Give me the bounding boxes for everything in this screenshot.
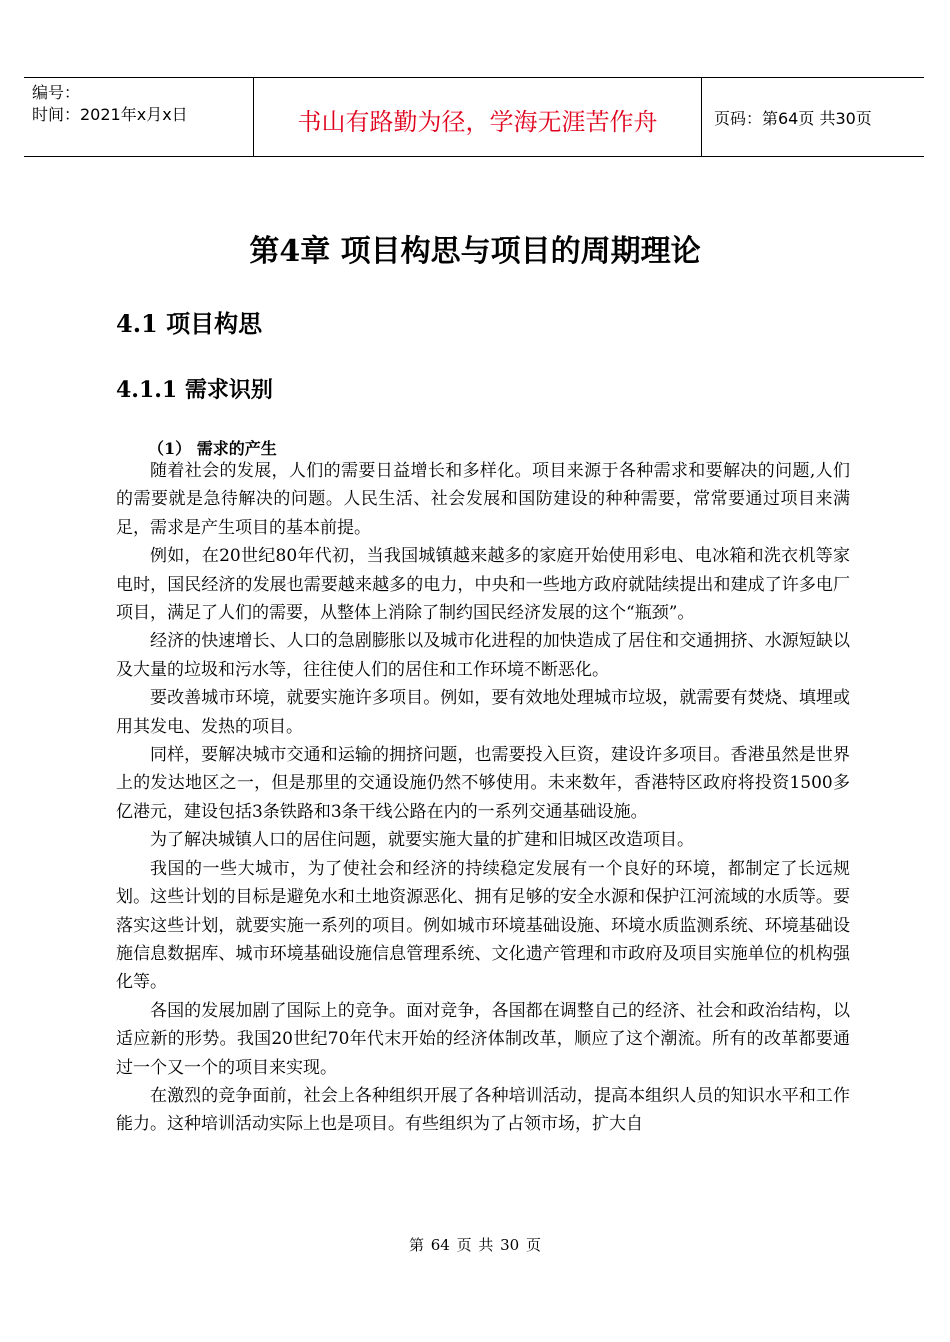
header-motto-cell <box>254 78 702 156</box>
page-info-label: 页码：第64页 共30页 <box>714 109 872 128</box>
paragraph: 为了解决城镇人口的居住问题，就要实施大量的扩建和旧城区改造项目。 <box>150 830 694 851</box>
subsection-title: 4.1.1 需求识别 <box>116 377 273 403</box>
page-footer: 第 64 页 共 30 页 <box>408 1236 541 1254</box>
paragraph: 在激烈的竞争面前，社会上各种组织开展了各种培训活动，提高本组织人员的知识水平和工作能力。这种培训活动实际上也是项目。有些组织为了占领市场，扩大自 <box>116 1085 850 1135</box>
chapter-title: 第4章 项目构思与项目的周期理论 <box>249 234 701 269</box>
paragraph: 我国的一些大城市，为了使社会和经济的持续稳定发展有一个良好的环境，都制定了长远规划。这些计划的目标是避免水和土地资源恶化、拥有足够的安全水源和保护江河流域的水质等。要落实这些计划，就要实施一系列的项目。例如城市环境基础设施、环境水质监测系统、环境基础设施信息数据库、城市环境基础设施信息管理系统、文化遗产管理和市政府及项目实施单位的机构强化等。 <box>116 858 850 993</box>
paragraph: 各国的发展加剧了国际上的竞争。面对竞争，各国都在调整自己的经济、社会和政治结构，以适应新的形势。我国20世纪70年代末开始的经济体制改革，顺应了这个潮流。所有的改革都要通过一个又一个的项目来实现。 <box>116 1000 850 1078</box>
document-time-label: 时间：2021年x月x日 <box>32 105 188 124</box>
body-text <box>116 457 850 1139</box>
paragraph: 随着社会的发展，人们的需要日益增长和多样化。项目来源于各种需求和要解决的问题,人们的需要就是急待解决的问题。人民生活、社会发展和国防建设的种种需要，常常要通过项目来满足，需求是产生项目的基本前提。 <box>116 461 850 538</box>
motto-text: 书山有路勤为径，学海无涯苦作舟 <box>297 108 658 136</box>
paragraph: 经济的快速增长、人口的急剧膨胀以及城市化进程的加快造成了居住和交通拥挤、水源短缺以及大量的垃圾和污水等，往往使人们的居住和工作环境不断恶化。 <box>116 631 850 680</box>
item-title: （1） 需求的产生 <box>148 439 277 458</box>
header-page-cell <box>702 78 924 156</box>
paragraph: 要改善城市环境，就要实施许多项目。例如，要有效地处理城市垃圾，就需要有焚烧、填埋或用其发电、发热的项目。 <box>116 688 850 737</box>
header-table <box>24 77 924 157</box>
paragraph: 例如，在20世纪80年代初，当我国城镇越来越多的家庭开始使用彩电、电冰箱和洗衣机等家电时，国民经济的发展也需要越来越多的电力，中央和一些地方政府就陆续提出和建成了许多电厂项目，满足了人们的需要，从整体上消除了制约国民经济发展的这个“瓶颈”。 <box>116 546 850 624</box>
paragraph: 同样，要解决城市交通和运输的拥挤问题，也需要投入巨资，建设许多项目。香港虽然是世界上的发达地区之一，但是那里的交通设施仍然不够使用。未来数年，香港特区政府将投资1500多亿港元，建设包括3条铁路和3条干线公路在内的一系列交通基础设施。 <box>116 745 850 822</box>
document-number-label: 编号： <box>32 83 81 102</box>
header-meta-cell <box>24 78 254 156</box>
section-title: 4.1 项目构思 <box>116 309 263 338</box>
